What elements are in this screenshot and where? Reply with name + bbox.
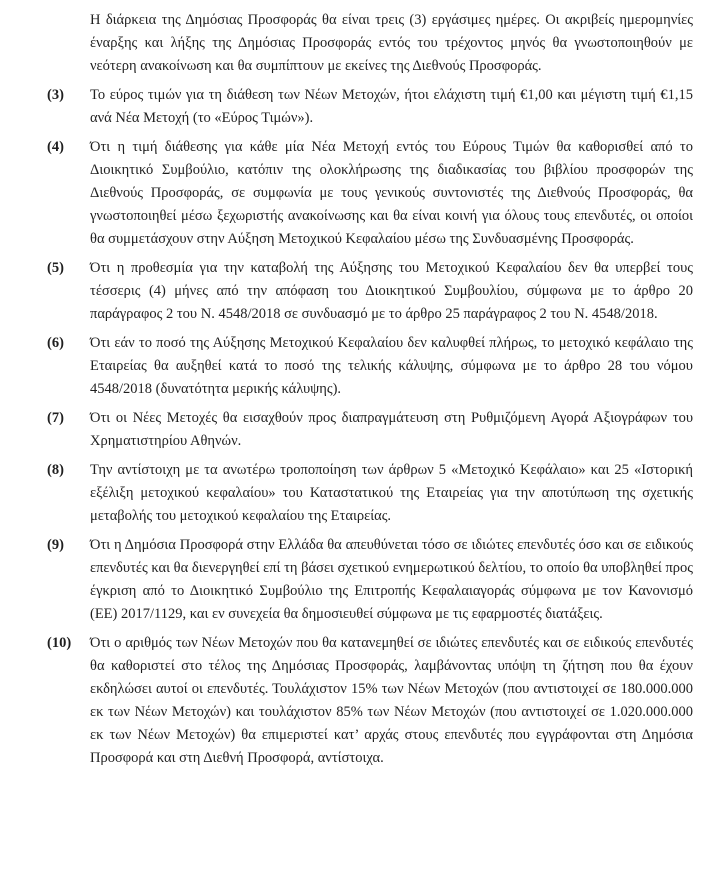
list-item-3 bbox=[47, 84, 693, 130]
item-text: Ότι η Δημόσια Προσφορά στην Ελλάδα θα απευθύνεται τόσο σε ιδιώτες επενδυτές όσο και σε ειδικούς επενδυτές και θα διενεργηθεί επί τη βάσει σχετικού ενημερωτικού δελτίου, το οποίο θα υποβληθεί προς έγκριση από το Διοικητικό Συμβούλιο της Επιτροπής Κεφαλαιαγοράς σύμφωνα με τον Κανονισμό (ΕΕ) 2017/1129, και εν συνεχεία θα δημοσιευθεί σύμφωνα με τις εφαρμοστές διατάξεις. bbox=[90, 537, 693, 622]
list-item-9 bbox=[47, 534, 693, 626]
intro-paragraph: Η διάρκεια της Δημόσιας Προσφοράς θα είναι τρεις (3) εργάσιμες ημέρες. Οι ακριβείς ημερομηνίες έναρξης και λήξης της Δημόσιας Προσφοράς εντός του τρέχοντος μηνός θα γνωστοποιηθούν με νεότερη ανακοίνωση και θα συμπίπτουν με εκείνες της Διεθνούς Προσφοράς. bbox=[90, 12, 693, 74]
item-number: (8) bbox=[47, 462, 64, 478]
item-text: Ότι οι Νέες Μετοχές θα εισαχθούν προς διαπραγμάτευση στη Ρυθμιζόμενη Αγορά Αξιογράφων του Χρηματιστηρίου Αθηνών. bbox=[90, 410, 693, 449]
item-number: (10) bbox=[47, 635, 72, 651]
item-text: Την αντίστοιχη με τα ανωτέρω τροποποίηση των άρθρων 5 «Μετοχικό Κεφάλαιο» και 25 «Ιστορική εξέλιξη μετοχικού κεφαλαίου» του Καταστατικού της Εταιρείας για την αποτύπωση της σχετικής μεταβολής του μετοχικού κεφαλαίου της Εταιρείας. bbox=[90, 462, 693, 524]
list-item-6 bbox=[47, 332, 693, 401]
item-text: Ότι ο αριθμός των Νέων Μετοχών που θα κατανεμηθεί σε ιδιώτες επενδυτές και σε ειδικούς επενδυτές θα καθοριστεί στο τέλος της Δημόσιας Προσφοράς, λαμβάνοντας υπόψη τη ζήτηση που θα έχουν εκδηλώσει αυτοί οι επενδυτές. Τουλάχιστον 15% των Νέων Μετοχών (που αντιστοιχεί σε 180.000.000 εκ των Νέων Μετοχών) και τουλάχιστον 85% των Νέων Μετοχών (που αντιστοιχεί σε 1.020.000.000 εκ των Νέων Μετοχών) θα επιμεριστεί κατ’ αρχάς στους επενδυτές που εγγράφονται στη Δημόσια Προσφορά και στη Διεθνή Προσφορά, αντίστοιχα. bbox=[90, 635, 693, 766]
item-text: Ότι εάν το ποσό της Αύξησης Μετοχικού Κεφαλαίου δεν καλυφθεί πλήρως, το μετοχικό κεφάλαιο της Εταιρείας θα αυξηθεί κατά το ποσό της τελικής κάλυψης, σύμφωνα με το άρθρο 28 του νόμου 4548/2018 (δυνατότητα μερικής κάλυψης). bbox=[90, 335, 693, 397]
item-number: (6) bbox=[47, 335, 64, 351]
list-item-4 bbox=[47, 136, 693, 251]
item-text: Ότι η τιμή διάθεσης για κάθε μία Νέα Μετοχή εντός του Εύρους Τιμών θα καθορισθεί από το Διοικητικό Συμβούλιο, κατόπιν της ολοκλήρωσης της διαδικασίας του βιβλίου προσφορών της Διεθνούς Προσφοράς, σε συμφωνία με τους γενικούς συντονιστές της Διεθνούς Προσφοράς, θα γνωστοποιηθεί μέσω ξεχωριστής ανακοίνωσης και θα είναι κοινή για όλους τους επενδυτές, οι οποίοι θα συμμετάσχουν στην Αύξηση Μετοχικού Κεφαλαίου μέσω της Συνδυασμένης Προσφοράς. bbox=[90, 139, 693, 247]
list-item-8 bbox=[47, 459, 693, 528]
item-number: (5) bbox=[47, 260, 64, 276]
item-number: (9) bbox=[47, 537, 64, 553]
item-text: Το εύρος τιμών για τη διάθεση των Νέων Μετοχών, ήτοι ελάχιστη τιμή €1,00 και μέγιστη τιμή €1,15 ανά Νέα Μετοχή (το «Εύρος Τιμών»). bbox=[90, 87, 693, 126]
item-text: Ότι η προθεσμία για την καταβολή της Αύξησης του Μετοχικού Κεφαλαίου δεν θα υπερβεί τους τέσσερις (4) μήνες από την απόφαση του Διοικητικού Συμβουλίου, σύμφωνα με το άρθρο 20 παράγραφος 2 του Ν. 4548/2018 σε συνδυασμό με το άρθρο 25 παράγραφος 2 του Ν. 4548/2018. bbox=[90, 260, 693, 322]
item-number: (3) bbox=[47, 87, 64, 103]
item-number: (4) bbox=[47, 139, 64, 155]
item-number: (7) bbox=[47, 410, 64, 426]
list-item-10 bbox=[47, 632, 693, 770]
list-item-7 bbox=[47, 407, 693, 453]
list-item-5 bbox=[47, 257, 693, 326]
